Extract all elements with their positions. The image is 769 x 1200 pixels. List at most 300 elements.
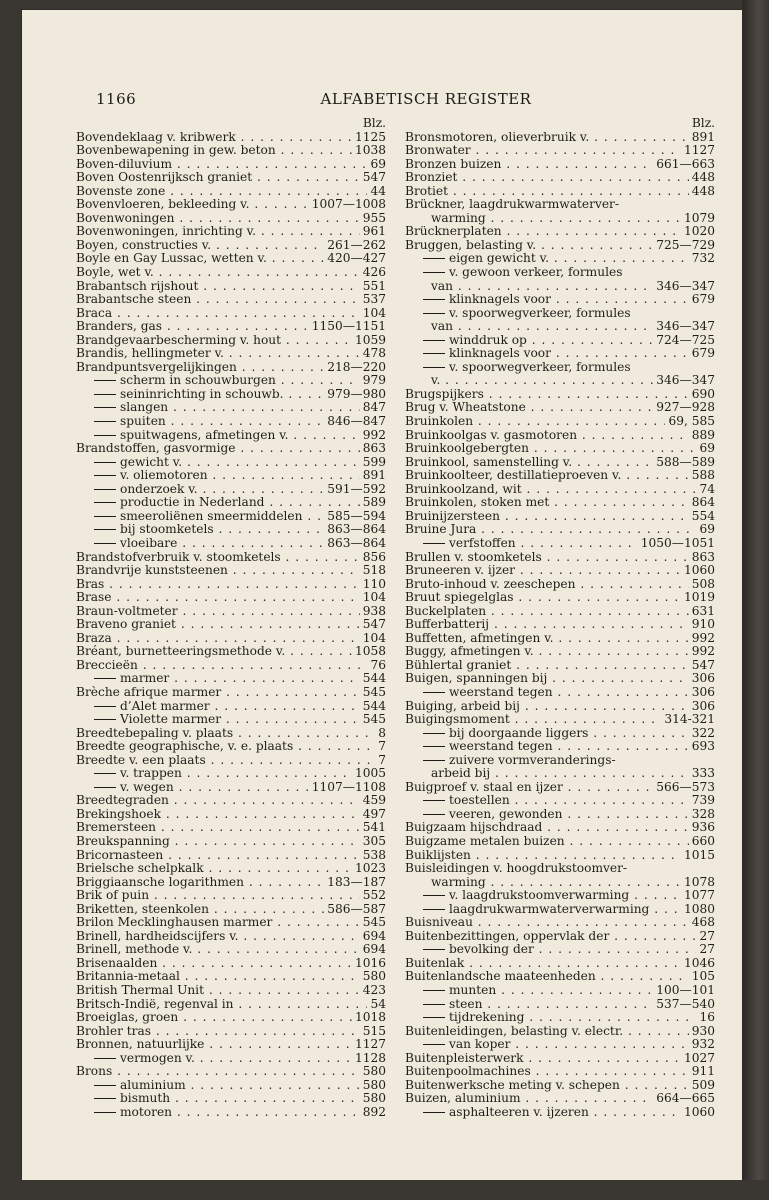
index-entry (76, 564, 386, 578)
entry-page: 545 (360, 686, 386, 700)
entry-text (405, 903, 715, 917)
index-entry (405, 970, 715, 984)
index-entry (76, 456, 386, 470)
entry-label: Brotiet (405, 184, 449, 198)
entry-label: bevolking der (449, 943, 534, 957)
entry-text (76, 185, 386, 199)
index-entry (405, 876, 715, 890)
entry-label: aluminium (120, 1078, 186, 1092)
entry-page: 468 (689, 916, 715, 930)
entry-label: veeren, gewonden (449, 807, 563, 821)
repeat-dash-icon (423, 990, 445, 991)
entry-label: Brase (76, 591, 112, 605)
entry-text (405, 1011, 715, 1025)
entry-page: 863—864 (324, 537, 386, 551)
index-entry (76, 442, 386, 456)
entry-page: 911 (689, 1065, 715, 1079)
entry-page: 938 (360, 605, 386, 619)
entry-text (405, 930, 715, 944)
entry-page: 930 (689, 1025, 715, 1039)
entry-page: 7 (375, 740, 386, 754)
entry-page: 346—347 (653, 280, 715, 294)
entry-label: Brekingshoek (76, 807, 161, 821)
entry-page: 631 (689, 605, 715, 619)
entry-page: 891 (689, 131, 715, 145)
index-entry (405, 659, 715, 673)
entry-text (405, 483, 715, 497)
entry-text (405, 835, 715, 849)
index-entry (405, 1025, 715, 1039)
entry-text (76, 401, 386, 415)
index-entry (76, 943, 386, 957)
entry-text (76, 578, 386, 592)
entry-page: 588 (689, 469, 715, 483)
index-entry (76, 970, 386, 984)
entry-page: 694 (360, 943, 386, 957)
repeat-dash-icon (94, 719, 116, 720)
entry-label: Braveno graniet (76, 618, 176, 632)
index-entry (76, 957, 386, 971)
entry-text (405, 808, 715, 822)
entry-text (76, 158, 386, 172)
index-entry (405, 551, 715, 565)
entry-page: 585—594 (324, 510, 386, 524)
entry-text (76, 551, 386, 565)
entry-label: Brielsche schelpkalk (76, 862, 204, 876)
index-entry (76, 618, 386, 632)
entry-label: spuitwagens, afmetingen v. (120, 428, 289, 442)
entry-text (405, 388, 715, 402)
entry-page: 932 (689, 1038, 715, 1052)
index-entry (405, 212, 715, 226)
entry-text (76, 374, 386, 388)
index-entry (76, 1106, 386, 1120)
entry-text (76, 307, 386, 321)
repeat-dash-icon (94, 543, 116, 544)
entry-text (405, 916, 715, 930)
entry-text (76, 970, 386, 984)
entry-label: smeeroliënen smeermiddelen (120, 509, 303, 523)
entry-page: 1027 (681, 1052, 715, 1066)
index-entry (76, 537, 386, 551)
entry-page: 863 (360, 442, 386, 456)
index-entry (405, 618, 715, 632)
index-entry (405, 307, 715, 321)
entry-text (405, 578, 715, 592)
entry-label: Bruine Jura (405, 523, 477, 537)
index-entry (76, 415, 386, 429)
entry-label: Bréant, burnetteeringsmethode v. (76, 645, 286, 659)
entry-label: Briketten, steenkolen (76, 902, 209, 916)
entry-text (405, 266, 715, 280)
index-entry (76, 808, 386, 822)
index-entry (405, 442, 715, 456)
index-entry (405, 767, 715, 781)
entry-text (76, 605, 386, 619)
entry-label: Braun-voltmeter (76, 604, 178, 618)
entry-page: 891 (360, 469, 386, 483)
entry-page: 979 (360, 374, 386, 388)
index-entry (76, 374, 386, 388)
index-entry (405, 469, 715, 483)
entry-text (76, 496, 386, 510)
column-page-label: Blz. (691, 116, 715, 130)
index-entry (76, 903, 386, 917)
entry-label: van (431, 279, 454, 293)
index-entry (76, 821, 386, 835)
index-entry (76, 361, 386, 375)
entry-text (405, 1079, 715, 1093)
entry-label: Brik of puin (76, 889, 150, 903)
page-number: 1166 (96, 90, 137, 108)
index-entry (76, 171, 386, 185)
entry-label: Bremersteen (76, 821, 157, 835)
entry-page: 1015 (681, 849, 715, 863)
entry-page: 100—101 (653, 984, 715, 998)
entry-text (76, 1038, 386, 1052)
entry-page: 544 (360, 672, 386, 686)
repeat-dash-icon (94, 516, 116, 517)
entry-label: v. gewoon verkeer, formules (449, 266, 623, 280)
index-entry (405, 632, 715, 646)
entry-label: Buigproef v. staal en ijzer (405, 780, 563, 794)
index-entry (405, 158, 715, 172)
page-bottom-shadow (0, 1180, 769, 1200)
entry-text (76, 998, 386, 1012)
index-entry (76, 754, 386, 768)
entry-label: Boyle, wet v. (76, 266, 154, 280)
entry-page: 423 (360, 984, 386, 998)
entry-label: v. trappen (120, 767, 182, 781)
entry-label: asphalteeren v. ijzeren (449, 1105, 589, 1119)
repeat-dash-icon (94, 394, 116, 395)
entry-text (405, 361, 715, 375)
index-entry (76, 1092, 386, 1106)
entry-label: Buiklijsten (405, 848, 471, 862)
entry-label: toestellen (449, 794, 510, 808)
entry-page: 847 (360, 401, 386, 415)
entry-page: 69, 585 (665, 415, 715, 429)
index-entry (76, 551, 386, 565)
entry-text (405, 225, 715, 239)
repeat-dash-icon (94, 462, 116, 463)
entry-text (405, 429, 715, 443)
entry-page: 690 (689, 388, 715, 402)
index-entry (76, 334, 386, 348)
entry-label: Buigzaam hijschdraad (405, 821, 543, 835)
index-entry (76, 510, 386, 524)
entry-text (76, 1106, 386, 1120)
entry-page: 1038 (352, 144, 386, 158)
index-entry (405, 1079, 715, 1093)
entry-page: 547 (360, 618, 386, 632)
index-entry (405, 591, 715, 605)
repeat-dash-icon (423, 1017, 445, 1018)
entry-label: Brandstoffen, gasvormige (76, 442, 236, 456)
entry-page: 580 (360, 970, 386, 984)
entry-text (76, 862, 386, 876)
index-entry (405, 252, 715, 266)
repeat-dash-icon (94, 475, 116, 476)
repeat-dash-icon (423, 760, 445, 761)
index-entry (405, 1092, 715, 1106)
entry-page: 1058 (352, 645, 386, 659)
entry-page: 541 (360, 821, 386, 835)
entry-label: British Thermal Unit (76, 984, 204, 997)
entry-page: 679 (689, 347, 715, 361)
repeat-dash-icon (423, 1044, 445, 1045)
entry-text (76, 1052, 386, 1066)
entry-page: 54 (367, 998, 386, 1012)
index-entry (405, 456, 715, 470)
index-entry (76, 781, 386, 795)
entry-label: Britsch-Indië, regenval in (76, 997, 234, 1011)
repeat-dash-icon (94, 1112, 116, 1113)
entry-label: Buffetten, afmetingen v. (405, 631, 554, 645)
index-entry (76, 794, 386, 808)
entry-label: Broeiglas, groen (76, 1011, 179, 1025)
index-entry (76, 767, 386, 781)
entry-label: Bruinkoolgas v. gasmotoren (405, 428, 578, 442)
index-entry (405, 185, 715, 199)
entry-page: 552 (360, 889, 386, 903)
entry-text (405, 618, 715, 632)
entry-page: 739 (689, 794, 715, 808)
entry-page: 1059 (352, 334, 386, 348)
entry-text (76, 266, 386, 280)
entry-label: Buitenbezittingen, oppervlak der (405, 929, 610, 943)
entry-text (405, 889, 715, 903)
index-entry (76, 388, 386, 402)
index-entry (405, 794, 715, 808)
entry-text (405, 876, 715, 890)
entry-label: Brugspijkers (405, 387, 484, 401)
entry-label: Boyle en Gay Lussac, wetten v. (76, 252, 267, 266)
entry-label: marmer (120, 672, 170, 686)
index-entry (76, 1079, 386, 1093)
index-entry (405, 645, 715, 659)
entry-label: Buggy, afmetingen v. (405, 645, 534, 659)
index-entry (405, 293, 715, 307)
index-entry (405, 171, 715, 185)
entry-page: 545 (360, 916, 386, 930)
entry-page: 910 (689, 618, 715, 632)
index-entry (405, 1052, 715, 1066)
entry-label: Brisenaalden (76, 956, 158, 970)
entry-page: 1060 (681, 564, 715, 578)
entry-text (76, 131, 386, 145)
entry-page: 846—847 (324, 415, 386, 429)
entry-text (405, 686, 715, 700)
entry-page: 1078 (681, 876, 715, 890)
entry-text (76, 144, 386, 158)
entry-page: 426 (360, 266, 386, 280)
index-entry (76, 293, 386, 307)
index-entry (405, 144, 715, 158)
index-entry (76, 1038, 386, 1052)
entry-page: 420—427 (324, 252, 386, 266)
entry-label: v. spoorwegverkeer, formules (449, 360, 631, 374)
entry-page: 69 (696, 523, 715, 537)
entry-page: 992 (689, 645, 715, 659)
entry-page: 448 (689, 185, 715, 199)
entry-page: 1128 (352, 1052, 386, 1066)
index-entry (76, 591, 386, 605)
index-entry (405, 374, 715, 388)
entry-text (76, 212, 386, 226)
entry-label: munten (449, 984, 497, 997)
entry-label: productie in Nederland (120, 496, 265, 510)
entry-page: 509 (689, 1079, 715, 1093)
entry-label: Breedte v. een plaats (76, 753, 206, 767)
entry-text (405, 700, 715, 714)
entry-page: 27 (696, 930, 715, 944)
page-title: ALFABETISCH REGISTER (320, 90, 532, 108)
entry-text (405, 469, 715, 483)
entry-label: Buiging, arbeid bij (405, 699, 520, 713)
index-entry (76, 645, 386, 659)
column-page-label: Blz. (362, 116, 386, 130)
entry-text (76, 469, 386, 483)
entry-text (76, 767, 386, 781)
entry-text (76, 659, 386, 673)
entry-text (76, 442, 386, 456)
entry-label: klinknagels voor (449, 293, 551, 307)
index-entry (76, 713, 386, 727)
index-entry (76, 131, 386, 145)
entry-page: 586—587 (324, 903, 386, 917)
index-entry (76, 483, 386, 497)
entry-label: warming (431, 211, 486, 225)
index-entry (405, 754, 715, 768)
entry-label: vermogen v. (120, 1051, 195, 1065)
entry-text (405, 632, 715, 646)
entry-page: 892 (360, 1106, 386, 1120)
repeat-dash-icon (423, 258, 445, 259)
entry-label: steen (449, 997, 483, 1011)
entry-label: Buisleidingen v. hoogdrukstoomver- (405, 862, 628, 876)
index-entry (405, 984, 715, 998)
entry-page: 660 (689, 835, 715, 849)
entry-text (76, 740, 386, 754)
index-entry (76, 998, 386, 1012)
index-entry (405, 686, 715, 700)
repeat-dash-icon (94, 787, 116, 788)
index-entry (405, 1065, 715, 1079)
entry-label: d’Alet marmer (120, 699, 210, 713)
entry-label: v. laagdrukstoomverwarming (449, 889, 630, 903)
entry-text (76, 727, 386, 741)
entry-text (405, 442, 715, 456)
repeat-dash-icon (94, 1098, 116, 1099)
index-entry (405, 537, 715, 551)
index-entry (76, 225, 386, 239)
entry-label: Breedte geographische, v. e. plaats (76, 740, 294, 754)
entry-page: 961 (360, 225, 386, 239)
index-entry (76, 984, 386, 998)
index-column-left (76, 117, 386, 1119)
repeat-dash-icon (423, 800, 445, 801)
entry-label: Brandvrije kunststeenen (76, 564, 228, 578)
repeat-dash-icon (423, 733, 445, 734)
entry-page: 694 (360, 930, 386, 944)
entry-text (76, 1025, 386, 1039)
index-entry (405, 700, 715, 714)
entry-text (76, 794, 386, 808)
index-entry (405, 564, 715, 578)
entry-page: 305 (360, 835, 386, 849)
entry-label: Brückner, laagdrukwarmwaterver- (405, 198, 619, 212)
entry-page: 724—725 (653, 334, 715, 348)
entry-text (405, 523, 715, 537)
entry-page: 104 (360, 307, 386, 321)
entry-text (76, 984, 386, 998)
entry-label: Bruinkoolgebergten (405, 442, 529, 456)
entry-text (405, 849, 715, 863)
entry-text (405, 131, 715, 145)
index-entry (405, 1011, 715, 1025)
entry-page: 1050—1051 (638, 537, 715, 551)
repeat-dash-icon (94, 502, 116, 503)
entry-page: 863—864 (324, 523, 386, 537)
entry-text (405, 198, 715, 212)
index-entry (405, 821, 715, 835)
entry-text (76, 618, 386, 632)
index-entry (76, 930, 386, 944)
repeat-dash-icon (423, 543, 445, 544)
entry-text (405, 496, 715, 510)
index-entry (405, 415, 715, 429)
repeat-dash-icon (423, 272, 445, 273)
index-entry (405, 483, 715, 497)
repeat-dash-icon (423, 814, 445, 815)
entry-label: v. (431, 374, 441, 388)
entry-page: 1150—1151 (309, 320, 386, 334)
entry-page: 44 (367, 185, 386, 199)
entry-page: 515 (360, 1025, 386, 1039)
entry-text (405, 727, 715, 741)
entry-text (76, 347, 386, 361)
index-entry (405, 740, 715, 754)
entry-label: tijdrekening (449, 1011, 525, 1025)
entry-label: Bruggen, belasting v. (405, 238, 537, 252)
entry-label: eigen gewicht v. (449, 252, 549, 266)
entry-label: Boven-diluvium (76, 157, 172, 171)
entry-page: 105 (689, 970, 715, 984)
index-entry (76, 158, 386, 172)
entry-page: 518 (360, 564, 386, 578)
entry-label: Bovenbewapening in gew. beton (76, 144, 276, 158)
index-entry (76, 862, 386, 876)
entry-label: bismuth (120, 1092, 171, 1106)
entry-label: Brücknerplaten (405, 225, 502, 239)
entry-label: Brilon Mecklinghausen marmer (76, 916, 273, 930)
entry-label: verfstoffen (449, 536, 516, 550)
entry-text (405, 943, 715, 957)
entry-label: Brullen v. stoomketels (405, 550, 542, 564)
entry-label: Bronziet (405, 171, 458, 185)
index-entry (405, 429, 715, 443)
index-entry (76, 700, 386, 714)
index-entry (405, 903, 715, 917)
index-entry (405, 808, 715, 822)
entry-text (405, 1065, 715, 1079)
entry-page: 508 (689, 578, 715, 592)
index-entry (405, 320, 715, 334)
index-entry (76, 835, 386, 849)
entry-label: Brabantsche steen (76, 293, 192, 307)
entry-label: Buigen, spanningen bij (405, 672, 548, 686)
